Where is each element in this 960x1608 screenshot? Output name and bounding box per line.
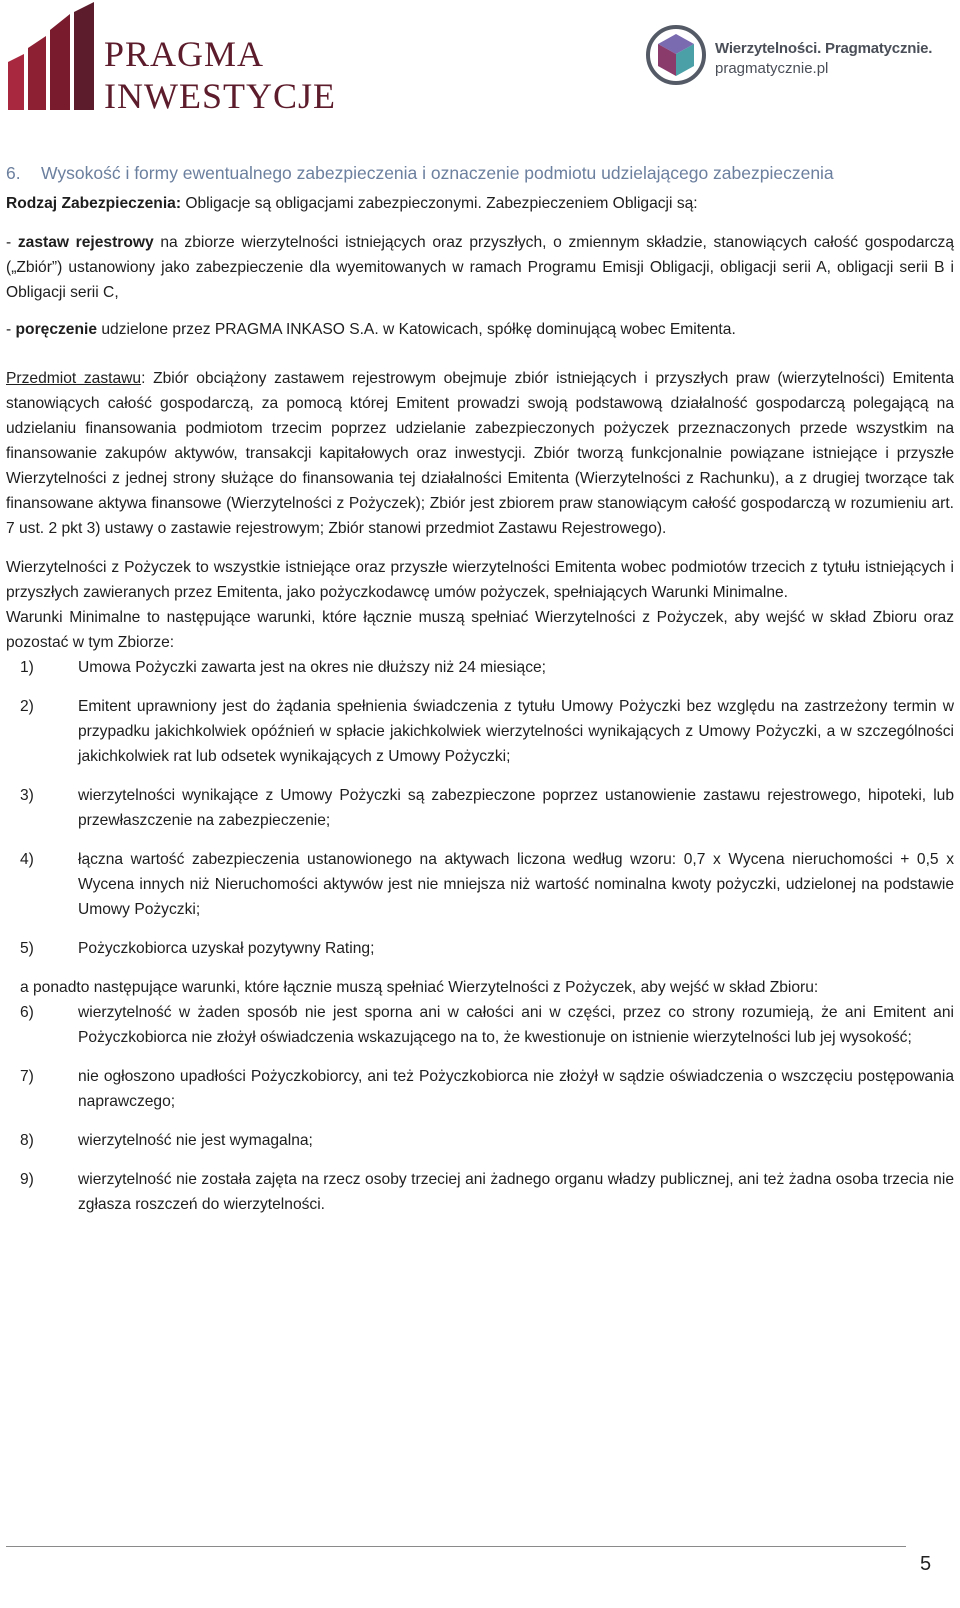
document-body [6, 160, 954, 1217]
list-item-text: wierzytelność nie została zajęta na rzecz osoby trzeciej ani żadnego organu władzy publicznej, ani też żadna osoba trzecia nie zgłasza roszczeń do wierzytelności. [78, 1171, 954, 1213]
loans-paragraph: Wierzytelności z Pożyczek to wszystkie istniejące oraz przyszłe wierzytelności Emitenta wobec podmiotów trzecich z tytułu istniejących i przyszłych zawieranych przez Emitenta, jako pożyczkodawcę umów pożyczek, spełniających Warunki Minimalne. [6, 559, 954, 601]
bullet-dash: - [6, 234, 18, 251]
list-item-number: 6) [20, 1004, 34, 1021]
conditions-more-intro: a ponadto następujące warunki, które łącznie muszą spełniać Wierzytelności z Pożyczek, aby wejść w skład Zbioru: [20, 979, 819, 996]
list-item-text: wierzytelność nie jest wymagalna; [78, 1132, 313, 1149]
list-item-number: 3) [20, 787, 34, 804]
bullet-dash: - [6, 321, 16, 338]
security-item [6, 317, 954, 342]
list-item [6, 847, 954, 922]
security-type-label: Rodzaj Zabezpieczenia: [6, 195, 182, 212]
list-item-text: Umowa Pożyczki zawarta jest na okres nie dłuższy niż 24 miesiące; [78, 659, 546, 676]
section-number: 6. [6, 163, 21, 183]
pledge-subject-paragraph [6, 366, 954, 541]
list-item-text: wierzytelności wynikające z Umowy Pożyczki są zabezpieczone poprzez ustanowienie zastawu rejestrowego, hipoteki, lub przewłaszczenie na zabezpieczenie; [78, 787, 954, 829]
pledge-subject-colon: : [141, 370, 146, 387]
list-item [6, 1167, 954, 1217]
pragma-inwestycje-logo [6, 2, 336, 120]
section-heading [6, 160, 954, 187]
list-item-text: Emitent uprawniony jest do żądania spełnienia świadczenia z tytułu Umowy Pożyczki bez względu na zastrzeżony termin w przypadku jakichkolwiek opóźnień w spłacie jakichkolwiek wierzytelności wynikających z Umowy Pożyczki, a w szczególności jakichkolwiek rat lub odsetek wynikających z Umowy Pożyczki; [78, 698, 954, 765]
pledge-subject-label: Przedmiot zastawu [6, 370, 142, 387]
cube-logo-icon [645, 24, 707, 86]
list-item-number: 2) [20, 698, 34, 715]
page-header [0, 0, 960, 125]
logo-line1: PRAGMA [104, 34, 265, 74]
logo-url: pragmatycznie.pl [715, 60, 829, 77]
list-item [6, 1128, 954, 1153]
conditions-intro: Warunki Minimalne to następujące warunki, które łącznie muszą spełniać Wierzytelności z Pożyczek, aby wejść w skład Zbioru oraz pozostać w tym Zbiorze: [6, 609, 954, 651]
security-item-text: na zbiorze wierzytelności istniejących oraz przyszłych, o zmiennym składzie, stanowiących całość gospodarczą („Zbiór”) ustanowiony jako zabezpieczenie dla wyemitowanych w ramach Programu Emisji Obligacji, obligacji serii A, obligacji serii B i Obligacji serii C, [6, 234, 954, 301]
logo-line2: INWESTYCJE [104, 76, 336, 116]
security-item-text: udzielone przez PRAGMA INKASO S.A. w Katowicach, spółkę dominującą wobec Emitenta. [97, 321, 736, 338]
list-item-number: 8) [20, 1132, 34, 1149]
list-item-text: nie ogłoszono upadłości Pożyczkobiorcy, ani też Pożyczkobiorca nie złożył w sądzie oświadczenia o wszczęciu postępowania naprawczego; [78, 1068, 954, 1110]
list-item-text: Pożyczkobiorca uzyskał pozytywny Rating; [78, 940, 375, 957]
logo-tagline: Wierzytelności. Pragmatycznie. [715, 40, 933, 57]
footer-divider [6, 1546, 906, 1547]
security-item-bold: zastaw rejestrowy [17, 234, 154, 251]
pledge-subject-text: Zbiór obciążony zastawem rejestrowym obejmuje zbiór istniejących i przyszłych praw (wierzytelności) Emitenta stanowiących całość gospodarczą, za pomocą której Emitent prowadzi swoją podstawową działalność gospodarczą polegającą na udzielaniu finansowania podmiotom trzecim poprzez udzielanie zabezpieczonych pożyczek przeznaczonych przede wszystkim na finansowanie zakupów aktywów, transakcji kapitałowych oraz inwestycji. Zbiór tworzą funkcjonalnie powiązane istniejące i przyszłe Wierzytelności z jednej strony służące do finansowania tej działalności Emitenta (Wierzytelności z Rachunku), a z drugiej tworzące tak finansowane aktywa finansowe (Wierzytelności z Pożyczek); Zbiór jest zbiorem praw stanowiącym całość gospodarczą w rozumieniu art. 7 ust. 2 pkt 3) ustawy o zastawie rejestrowym; Zbiór stanowi przedmiot Zastawu Rejestrowego). [6, 370, 954, 537]
security-item-bold: poręczenie [15, 321, 97, 338]
bar-chart-logo-icon [6, 2, 98, 110]
pragmatycznie-logo [645, 24, 957, 94]
list-item [6, 655, 954, 680]
list-item-number: 7) [20, 1068, 34, 1085]
list-item-text: łączna wartość zabezpieczenia ustanowionego na aktywach liczona według wzoru: 0,7 x Wycena nieruchomości + 0,5 x Wycena innych niż Nieruchomości aktywów jest nie mniejsza niż wartość nominalna kwoty pożyczki, udzielonej na podstawie Umowy Pożyczki; [78, 851, 954, 918]
conditions-list-a [6, 655, 954, 961]
conditions-list-b [6, 1000, 954, 1217]
list-item-number: 1) [20, 659, 34, 676]
list-item [6, 936, 954, 961]
list-item-number: 5) [20, 940, 34, 957]
list-item [6, 1000, 954, 1050]
page-number: 5 [920, 1553, 932, 1575]
list-item-number: 4) [20, 851, 34, 868]
section-title: Wysokość i formy ewentualnego zabezpieczenia i oznaczenie podmiotu udzielającego zabezpieczenia [41, 163, 834, 183]
list-item [6, 1064, 954, 1114]
security-type-text: Obligacje są obligacjami zabezpieczonymi. Zabezpieczeniem Obligacji są: [181, 195, 698, 212]
list-item-number: 9) [20, 1171, 34, 1188]
list-item-text: wierzytelność w żaden sposób nie jest sporna ani w całości ani w części, przez co strony rozumieją, że ani Emitent ani Pożyczkobiorca nie złożył oświadczenia wskazującego na to, że kwestionuje on istnienie wierzytelności lub jej wysokość; [78, 1004, 954, 1046]
security-type-line [6, 191, 954, 216]
list-item [6, 783, 954, 833]
security-item [6, 230, 954, 305]
list-item [6, 694, 954, 769]
